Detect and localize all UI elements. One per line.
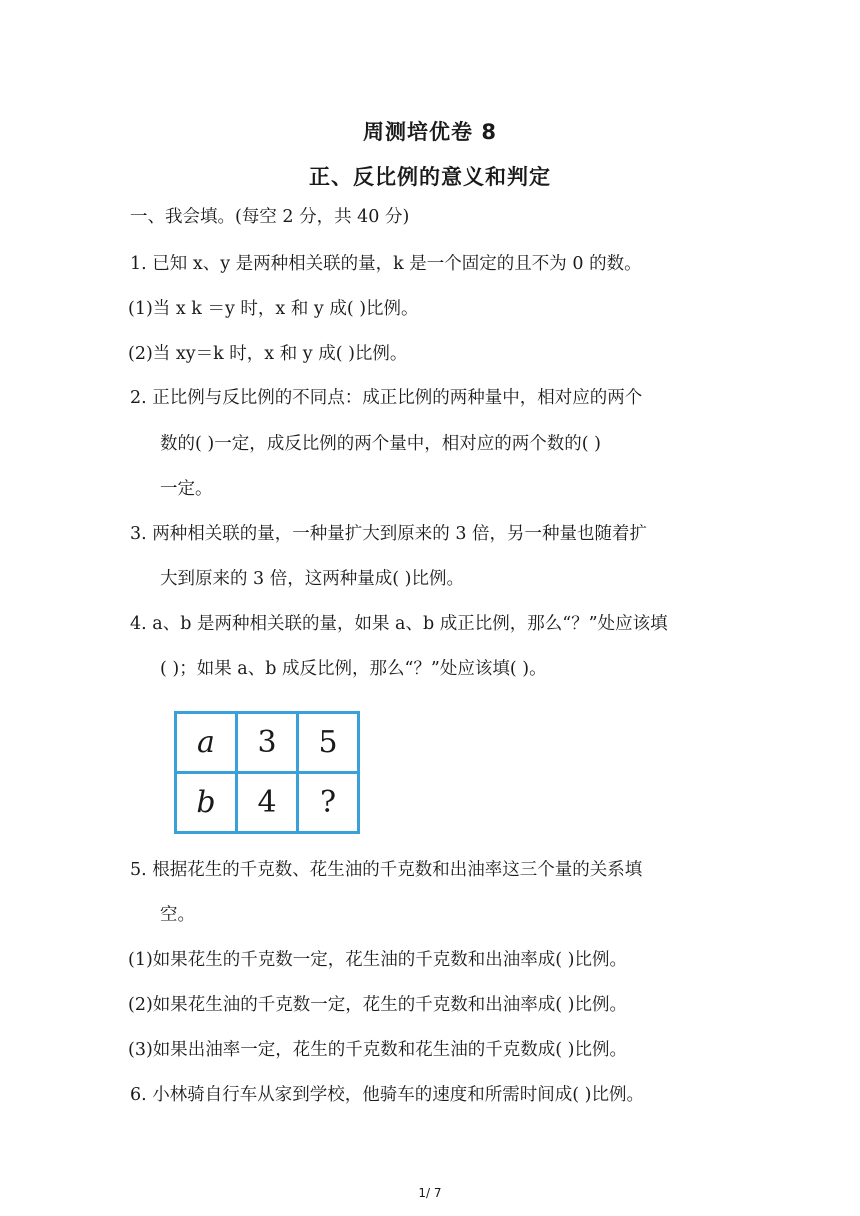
question-3-line-2: 大到原来的 3 倍，这两种量成( )比例。 <box>160 569 464 589</box>
question-1-part-2: (2)当 xy＝k 时，x 和 y 成( )比例。 <box>128 344 408 364</box>
table-cell-b-label: b <box>176 773 237 833</box>
table-cell: 3 <box>237 713 298 773</box>
ab-value-table <box>174 711 360 834</box>
question-4-line-2: ( )；如果 a、b 成反比例，那么“？”处应该填( )。 <box>160 659 547 679</box>
question-5-part-3: (3)如果出油率一定，花生的千克数和花生油的千克数成( )比例。 <box>128 1040 628 1060</box>
table-cell-a-label: a <box>176 713 237 773</box>
page-title: 周测培优卷 8 <box>363 120 497 144</box>
page-subtitle: 正、反比例的意义和判定 <box>309 165 551 189</box>
question-5-part-2: (2)如果花生油的千克数一定，花生的千克数和出油率成( )比例。 <box>128 995 628 1015</box>
question-1-stem: 1. 已知 x、y 是两种相关联的量，k 是一个固定的且不为 0 的数。 <box>130 254 642 274</box>
question-2-line-1: 2. 正比例与反比例的不同点：成正比例的两种量中，相对应的两个 <box>130 388 643 408</box>
section-heading: 一、我会填。(每空 2 分，共 40 分) <box>130 207 410 227</box>
table-cell: 5 <box>298 713 359 773</box>
page-number: 1/ 7 <box>418 1186 442 1200</box>
table-cell: 4 <box>237 773 298 833</box>
question-6-line-1: 6. 小林骑自行车从家到学校，他骑车的速度和所需时间成( )比例。 <box>130 1085 644 1105</box>
question-5-line-2: 空。 <box>160 905 195 925</box>
table-row <box>176 713 359 773</box>
question-1-part-1: (1)当 x k ＝y 时，x 和 y 成( )比例。 <box>128 299 419 319</box>
question-2-line-2: 数的( )一定，成反比例的两个量中，相对应的两个数的( ) <box>160 434 601 454</box>
question-3-line-1: 3. 两种相关联的量，一种量扩大到原来的 3 倍，另一种量也随着扩 <box>130 524 648 544</box>
table-cell-unknown: ? <box>298 773 359 833</box>
question-5-line-1: 5. 根据花生的千克数、花生油的千克数和出油率这三个量的关系填 <box>130 860 643 880</box>
question-4-line-1: 4. a、b 是两种相关联的量，如果 a、b 成正比例，那么“？”处应该填 <box>130 614 668 634</box>
question-5-part-1: (1)如果花生的千克数一定，花生油的千克数和出油率成( )比例。 <box>128 950 628 970</box>
table-row <box>176 773 359 833</box>
question-2-line-3: 一定。 <box>160 479 213 499</box>
